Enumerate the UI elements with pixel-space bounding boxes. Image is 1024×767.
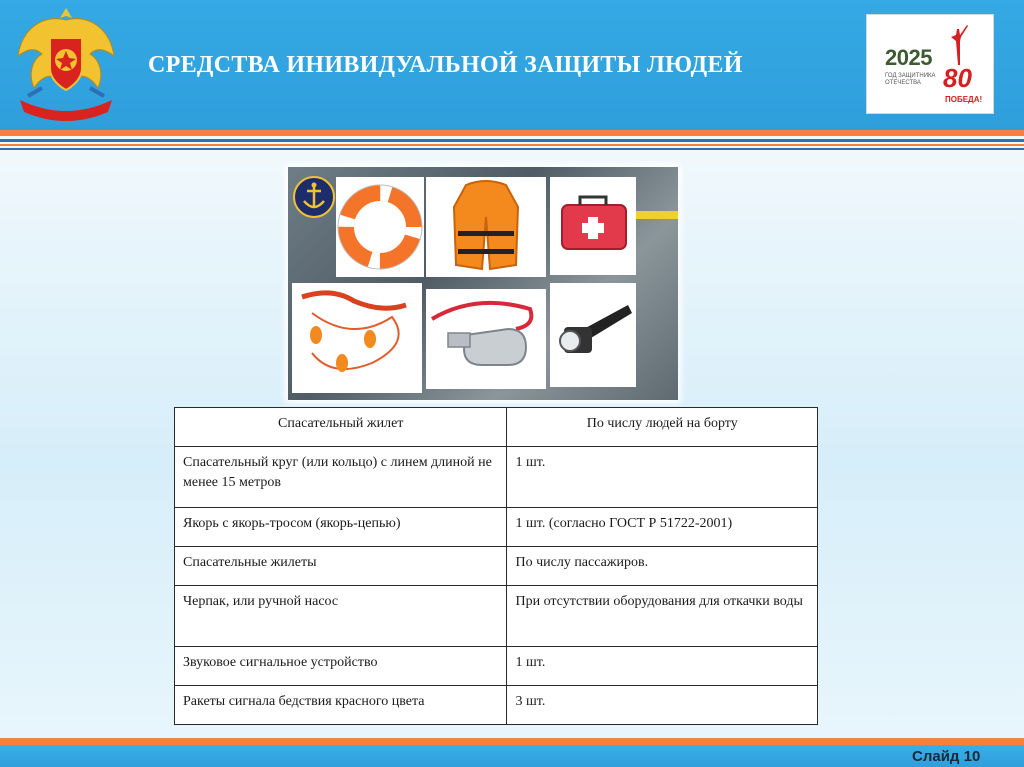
table-cell-item: Звуковое сигнальное устройство [175, 647, 507, 686]
whistle-icon [426, 289, 546, 389]
table-cell-qty: При отсутствии оборудования для откачки воды [507, 586, 818, 647]
table-cell-qty: 3 шт. [507, 686, 818, 725]
table-cell-item: Ракеты сигнала бедствия красного цвета [175, 686, 507, 725]
table-cell-item: Спасательный круг (или кольцо) с линем длиной не менее 15 метров [175, 447, 507, 508]
table-cell-qty: По числу пассажиров. [507, 547, 818, 586]
first-aid-kit-icon [550, 177, 636, 275]
table-row [175, 686, 818, 725]
throw-rope-icon [292, 283, 422, 393]
header-orange-stripe [0, 130, 1024, 136]
anniversary-badge [866, 14, 994, 114]
table-row [175, 508, 818, 547]
anchor-emblem-icon [292, 175, 336, 219]
life-jacket-tile [426, 177, 546, 277]
page-title: СРЕДСТВА ИНИВИДУАЛЬНОЙ ЗАЩИТЫ ЛЮДЕЙ [148, 52, 743, 78]
badge-year: 2025 [885, 45, 932, 70]
table-row [175, 447, 818, 508]
motherland-statue-icon [947, 21, 969, 65]
table-cell-qty: По числу людей на борту [507, 408, 818, 447]
life-jacket-icon [426, 177, 546, 277]
slide-number: Слайд 10 [912, 748, 981, 765]
footer-orange-stripe [0, 738, 1024, 745]
flashlight-icon [550, 283, 636, 387]
lifebuoy-icon [336, 177, 424, 277]
table-header-row [175, 408, 818, 447]
equipment-photo-collage [288, 167, 678, 400]
whistle-tile [426, 289, 546, 389]
footer-band [0, 745, 1024, 767]
first-aid-tile [550, 177, 636, 275]
flashlight-tile [550, 283, 636, 387]
badge-subtitle: ГОД ЗАЩИТНИКА ОТЕЧЕСТВА [885, 73, 936, 86]
table-cell-qty: 1 шт. (согласно ГОСТ Р 51722-2001) [507, 508, 818, 547]
badge-victory: ПОБЕДА! [945, 95, 983, 104]
table-cell-item: Спасательный жилет [175, 408, 507, 447]
badge-anniversary: 80 [943, 63, 972, 93]
throw-rope-tile [292, 283, 422, 393]
table-cell-item: Якорь с якорь-тросом (якорь-цепью) [175, 508, 507, 547]
table-row [175, 647, 818, 686]
table-cell-qty: 1 шт. [507, 647, 818, 686]
header-thin-orange-stripe [0, 144, 1024, 146]
table-row [175, 547, 818, 586]
yellow-rail [636, 211, 678, 219]
table-row [175, 586, 818, 647]
header-thin-blue-stripe [0, 148, 1024, 150]
table-cell-qty: 1 шт. [507, 447, 818, 508]
emchs-emblem-icon [14, 4, 118, 128]
table-cell-item: Спасательные жилеты [175, 547, 507, 586]
table-cell-item: Черпак, или ручной насос [175, 586, 507, 647]
equipment-table [174, 407, 818, 725]
header-blue-stripe [0, 139, 1024, 142]
lifebuoy-tile [336, 177, 424, 277]
